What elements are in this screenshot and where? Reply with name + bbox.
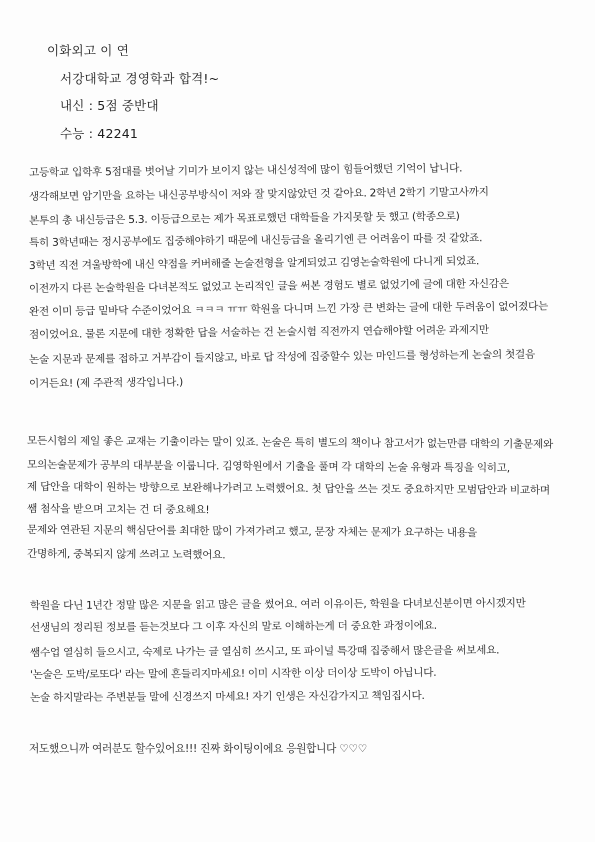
paragraph-1-line: 논술 지문과 문제를 접하고 거부감이 들지않고, 바로 답 작성에 집중할수 있는 마인드를 형성하는게 논술의 첫걸음 xyxy=(28,348,536,366)
paragraph-1-line: 고등학교 입학후 5점대를 벗어날 기미가 보이지 않는 내신성적에 많이 힘들어했던 기억이 납니다. xyxy=(28,162,463,179)
suneung-grade: 수능 : 42241 xyxy=(60,126,139,141)
closing-line: 저도했으니까 여러분도 할수있어요!!! 진짜 화이팅이에요 응원합니다 ♡♡♡ xyxy=(29,743,367,755)
admission-result: 서강대학교 경영학과 합격!~ xyxy=(60,71,220,86)
paragraph-2-line: 문제와 연관된 지문의 핵심단어를 최대한 많이 가져가려고 했고, 문장 자체는 문제가 요구하는 내용을 xyxy=(26,524,477,540)
student-name-school: 이화외고 이 연 xyxy=(47,43,129,58)
paragraph-3-line: 논술 하지말라는 주변분들 말에 신경쓰지 마세요! 자기 인생은 자신감가지고 책임집시다. xyxy=(29,689,425,704)
paragraph-2-line: 간명하게, 중복되지 않게 쓰려고 노력했어요. xyxy=(26,548,226,562)
paragraph-1-line: 생각해보면 암기만을 요하는 내신공부방식이 저와 잘 맞지않았던 것 같아요. 2학년 2학기 기말고사까지 xyxy=(28,186,489,203)
paragraph-3-line: 학원을 다닌 1년간 정말 많은 지문을 읽고 많은 글을 썼어요. 여러 이유이든, 학원을 다녀보신분이면 아시겠지만 xyxy=(29,597,526,612)
paragraph-1-line: 특히 3학년때는 정시공부에도 집중해야하기 때문에 내신등급을 올리기엔 큰 어려움이 따를 것 같았죠. xyxy=(28,232,483,249)
paragraph-1-line: 점이었어요. 물론 지문에 대한 정확한 답을 서술하는 건 논술시험 직전까지 연습해야할 어려운 과제지만 xyxy=(28,324,489,341)
paragraph-1-line: 본투의 총 내신등급은 5.3. 이등급으로는 제가 목표로했던 대학들을 가지못할 듯 했고 (학종으로) xyxy=(28,210,460,227)
naesin-grade: 내신 : 5점 중반대 xyxy=(60,98,159,113)
paragraph-1-line: 이전까지 다른 논술학원을 다녀본적도 없었고 논리적인 글을 써본 경험도 별로 없었기에 글에 대한 자신감은 xyxy=(28,277,509,295)
paragraph-2-line: 모든시험의 제일 좋은 교재는 기출이라는 말이 있죠. 논술은 특히 별도의 책이나 참고서가 없는만큼 대학의 기출문제와 xyxy=(26,435,553,451)
paragraph-1-line: 3학년 직전 겨울방학에 내신 약점을 커버해줄 논술전형을 알게되었고 김영논술학원에 다니게 되었죠. xyxy=(28,255,480,272)
paragraph-2-line: 쌤 첨삭을 받으며 고치는 건 더 중요해요! xyxy=(26,503,210,517)
paragraph-3-line: 선생님의 정리된 정보를 듣는것보다 그 이후 자신의 말로 이해하는게 더 중요한 과정이에요. xyxy=(29,619,437,634)
paragraph-2-line: 모의논술문제가 공부의 대부분을 이룹니다. 김영학원에서 기출을 풀며 각 대학의 논술 유형과 특징을 익히고, xyxy=(26,459,510,475)
paragraph-1-line: 완전 이미 등급 밑바닥 수준이었어요 ㅋㅋㅋ ㅠㅠ 학원을 다니며 느낀 가장 큰 변화는 글에 대한 두려움이 없어졌다는 xyxy=(28,300,549,318)
paragraph-3-line: '논술은 도박/로또다' 라는 말에 흔들리지마세요! 이미 시작한 이상 더이상 도박이 아닙니다. xyxy=(29,666,437,681)
paragraph-1-line: 이거든요! (제 주관적 생각입니다.) xyxy=(28,376,184,390)
paragraph-2-line: 제 답안을 대학이 원하는 방향으로 보완해나가려고 노력했어요. 첫 답안을 쓰는 것도 중요하지만 모범답안과 비교하며 xyxy=(26,481,550,497)
paragraph-3-line: 쌤수업 열심히 들으시고, 숙제로 나가는 글 열심히 쓰시고, 또 파이널 특강때 집중해서 많은글을 써보세요. xyxy=(29,644,500,659)
